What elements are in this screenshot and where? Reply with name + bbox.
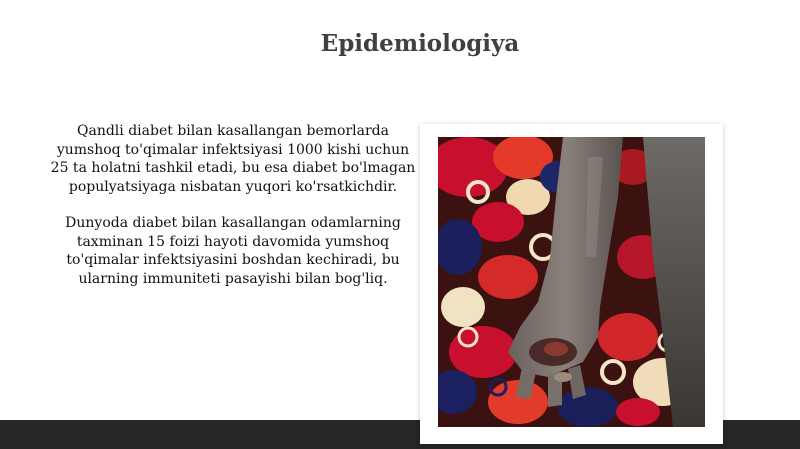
paragraph-lifetime-risk: Dunyoda diabet bilan kasallangan odamlarning taxminan 15 foizi hayoti davomida yumshoq to'qimalar infektsiyasini boshdan kechiradi, bu ularning immuniteti pasayishi bilan bog'liq.: [65, 215, 401, 287]
photo-frame: [420, 124, 723, 444]
wound-photo: [438, 137, 705, 427]
paragraph-incidence: Qandli diabet bilan kasallangan bemorlarda yumshoq to'qimalar infektsiyasi 1000 kishi uchun 25 ta holatni tashkil etadi, bu esa diabet bo'lmagan populyatsiyaga nisbatan yuqori ko'rsatkichdir.: [50, 123, 416, 195]
slide-title: Epidemiologiya: [320, 30, 520, 57]
slide-body-text: [50, 122, 416, 288]
